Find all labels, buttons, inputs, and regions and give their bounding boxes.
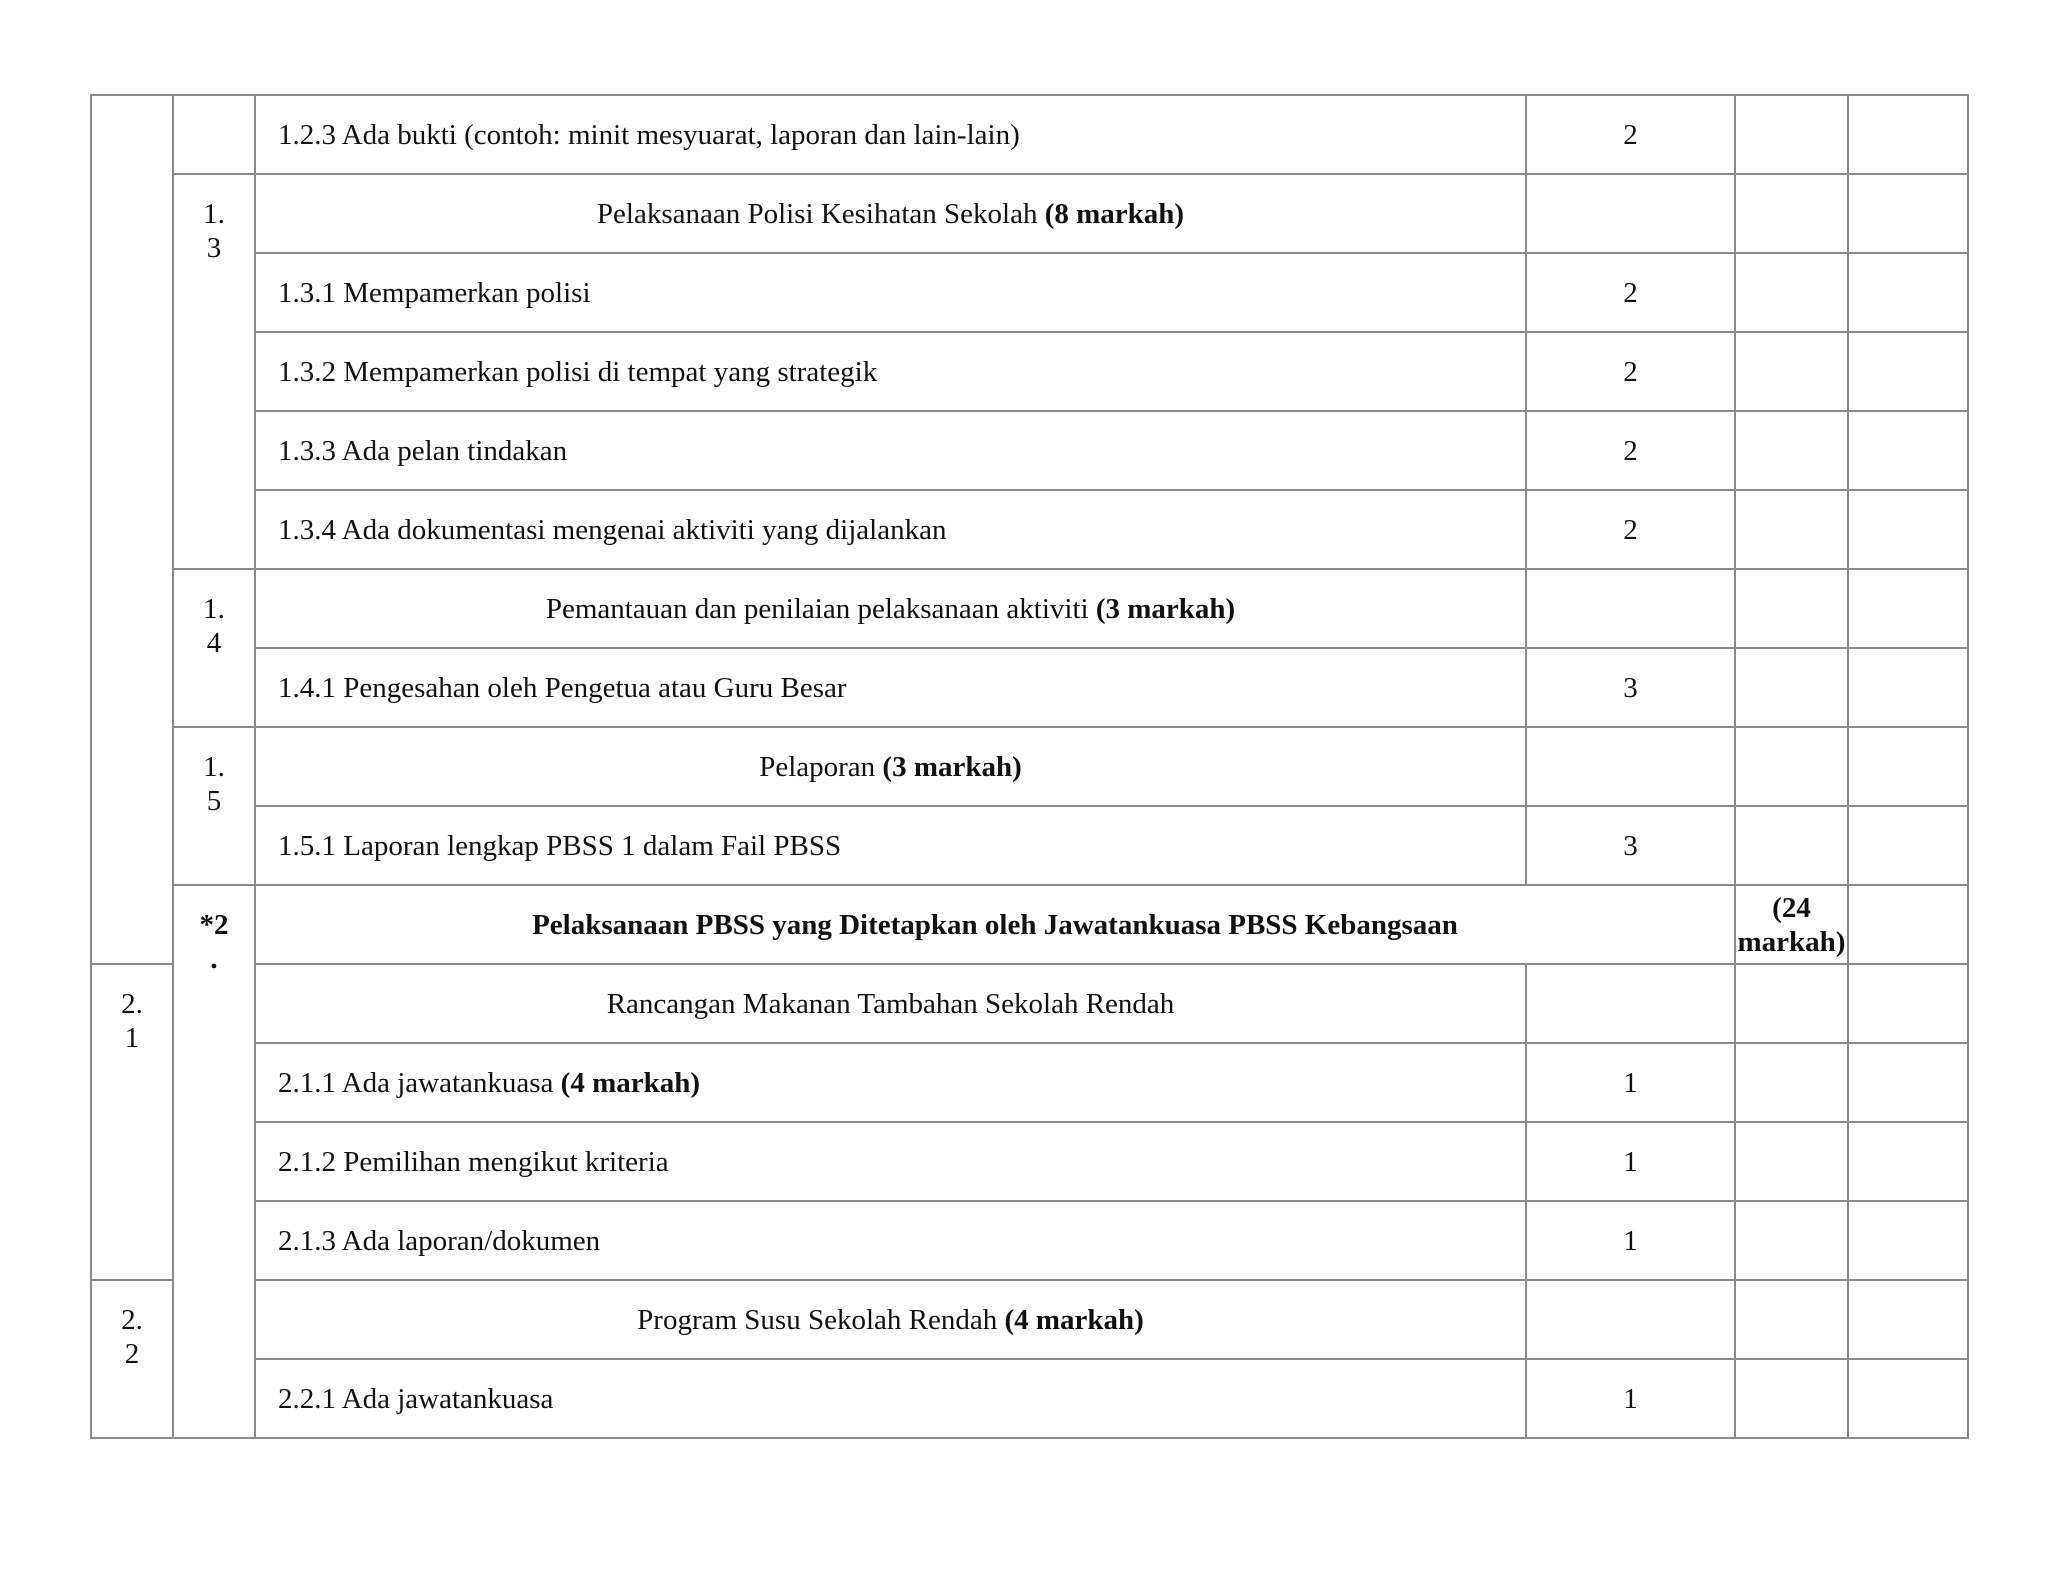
score-cell (1848, 885, 1968, 964)
table-row (91, 569, 1968, 648)
subsection-number: 2. 1 (91, 964, 173, 1280)
item-mark: 2 (1526, 411, 1735, 490)
score-cell (1735, 411, 1848, 490)
item-text: 2.1.2 Pemilihan mengikut kriteria (255, 1122, 1526, 1201)
subsection-title: Program Susu Sekolah Rendah (4 markah) (255, 1280, 1526, 1359)
table-row (91, 1280, 1968, 1359)
item-text: 1.3.4 Ada dokumentasi mengenai aktiviti yang dijalankan (255, 490, 1526, 569)
score-cell (1735, 490, 1848, 569)
table-row (91, 964, 1968, 1043)
score-cell (1735, 95, 1848, 174)
item-mark: 1 (1526, 1043, 1735, 1122)
section-number-cell (91, 95, 173, 964)
item-mark: 1 (1526, 1201, 1735, 1280)
section-title: Pelaksanaan PBSS yang Ditetapkan oleh Jawatankuasa PBSS Kebangsaan (255, 885, 1735, 964)
item-text: 2.1.3 Ada laporan/dokumen (255, 1201, 1526, 1280)
remarks-cell (1848, 648, 1968, 727)
remarks-cell (1848, 332, 1968, 411)
remarks-cell (1848, 411, 1968, 490)
subsection-title: Pemantauan dan penilaian pelaksanaan aktiviti (3 markah) (255, 569, 1526, 648)
score-cell (1735, 1201, 1848, 1280)
score-cell (1735, 174, 1848, 253)
item-text: 1.4.1 Pengesahan oleh Pengetua atau Guru Besar (255, 648, 1526, 727)
score-cell (1735, 332, 1848, 411)
subsection-title: Pelaksanaan Polisi Kesihatan Sekolah (8 markah) (255, 174, 1526, 253)
item-text: 2.1.1 Ada jawatankuasa (4 markah) (255, 1043, 1526, 1122)
item-text: 2.2.1 Ada jawatankuasa (255, 1359, 1526, 1438)
item-mark: 2 (1526, 332, 1735, 411)
remarks-cell (1848, 253, 1968, 332)
mark-cell (1526, 1280, 1735, 1359)
item-text: 1.2.3 Ada bukti (contoh: minit mesyuarat, laporan dan lain-lain) (255, 95, 1526, 174)
item-text: 1.3.3 Ada pelan tindakan (255, 411, 1526, 490)
section-number: *2 . (173, 885, 255, 1438)
subsection-title: Pelaporan (3 markah) (255, 727, 1526, 806)
mark-cell (1526, 569, 1735, 648)
remarks-cell (1848, 1359, 1968, 1438)
table-row (91, 411, 1968, 490)
table-row (91, 1359, 1968, 1438)
subsection-number: 2. 2 (91, 1280, 173, 1438)
table-row (91, 1122, 1968, 1201)
section-mark: (24 markah) (1735, 885, 1848, 964)
score-cell (1735, 1280, 1848, 1359)
subsection-number-cell (173, 95, 255, 174)
subsection-number: 1. 4 (173, 569, 255, 727)
score-cell (1735, 253, 1848, 332)
remarks-cell (1848, 95, 1968, 174)
table-row (91, 490, 1968, 569)
mark-cell (1526, 964, 1735, 1043)
subsection-number: 1. 5 (173, 727, 255, 885)
table-row (91, 95, 1968, 174)
item-mark: 2 (1526, 95, 1735, 174)
item-mark: 1 (1526, 1122, 1735, 1201)
subsection-number: 1. 3 (173, 174, 255, 569)
remarks-cell (1848, 806, 1968, 885)
score-cell (1735, 1359, 1848, 1438)
item-mark: 2 (1526, 253, 1735, 332)
evaluation-table (90, 94, 1969, 1439)
score-cell (1735, 1122, 1848, 1201)
remarks-cell (1848, 569, 1968, 648)
table-row (91, 648, 1968, 727)
item-mark: 3 (1526, 648, 1735, 727)
remarks-cell (1848, 964, 1968, 1043)
score-cell (1735, 648, 1848, 727)
score-cell (1735, 806, 1848, 885)
table-row (91, 885, 1968, 964)
item-text: 1.5.1 Laporan lengkap PBSS 1 dalam Fail PBSS (255, 806, 1526, 885)
table-row (91, 1201, 1968, 1280)
remarks-cell (1848, 1280, 1968, 1359)
score-cell (1735, 1043, 1848, 1122)
remarks-cell (1848, 174, 1968, 253)
remarks-cell (1848, 1043, 1968, 1122)
mark-cell (1526, 727, 1735, 806)
table-row (91, 806, 1968, 885)
remarks-cell (1848, 727, 1968, 806)
score-cell (1735, 964, 1848, 1043)
table-row (91, 174, 1968, 253)
subsection-title: Rancangan Makanan Tambahan Sekolah Rendah (255, 964, 1526, 1043)
item-mark: 3 (1526, 806, 1735, 885)
score-cell (1735, 569, 1848, 648)
table-row (91, 332, 1968, 411)
table-row (91, 253, 1968, 332)
item-text: 1.3.2 Mempamerkan polisi di tempat yang strategik (255, 332, 1526, 411)
remarks-cell (1848, 1201, 1968, 1280)
remarks-cell (1848, 490, 1968, 569)
score-cell (1735, 727, 1848, 806)
item-text: 1.3.1 Mempamerkan polisi (255, 253, 1526, 332)
remarks-cell (1848, 1122, 1968, 1201)
table-row (91, 1043, 1968, 1122)
item-mark: 1 (1526, 1359, 1735, 1438)
mark-cell (1526, 174, 1735, 253)
table-row (91, 727, 1968, 806)
item-mark: 2 (1526, 490, 1735, 569)
